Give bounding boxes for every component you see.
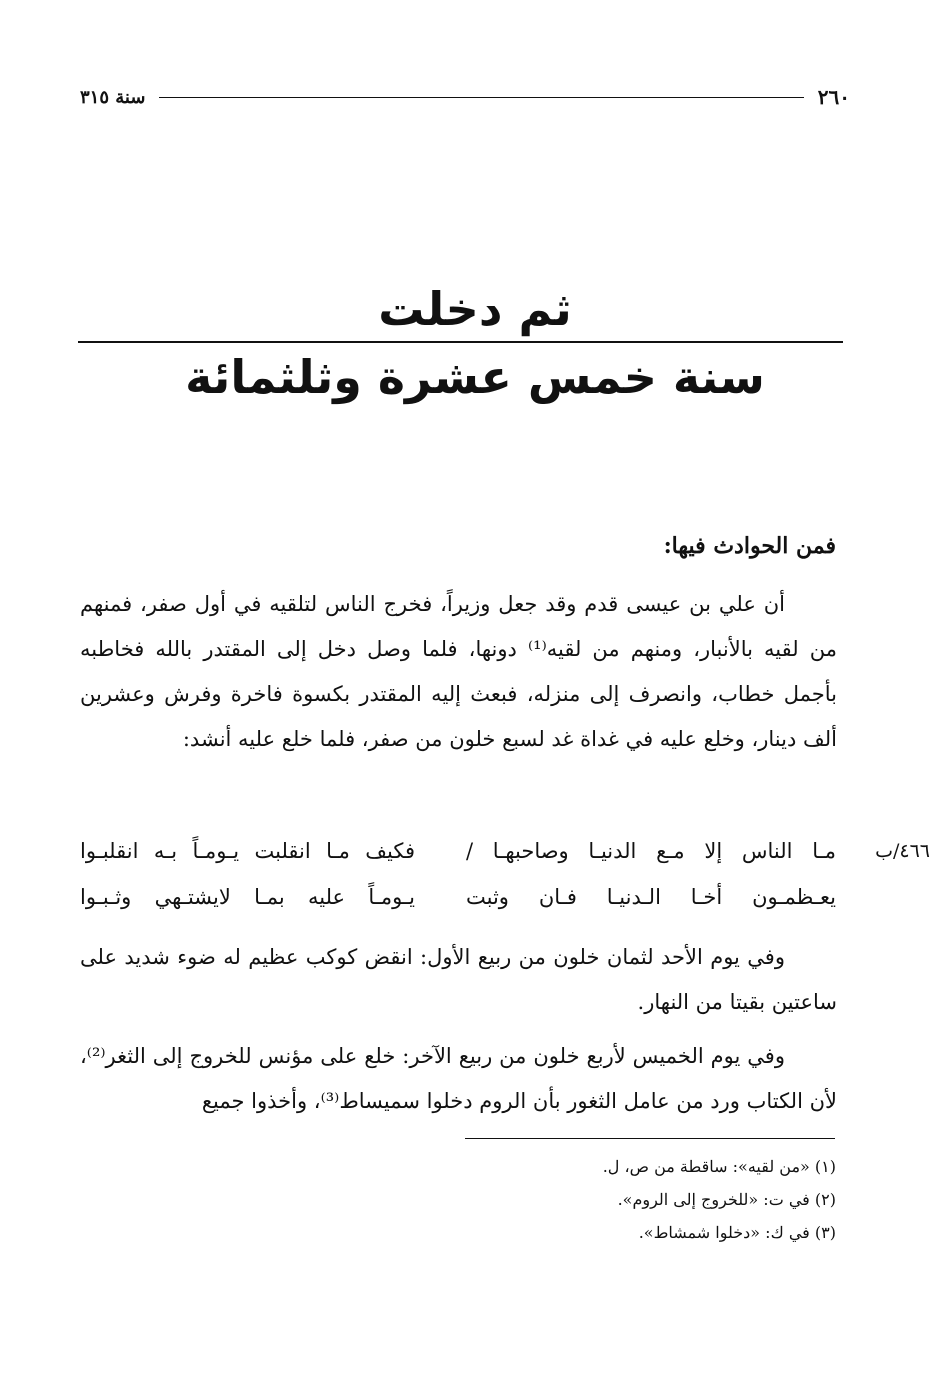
poem-hemistich: مـا الناس إلا مـع الدنيـا وصاحبهـا / <box>466 839 836 863</box>
poem <box>80 828 930 920</box>
paragraph-1-text: أن علي بن عيسى قدم وقد جعل وزيراً، فخرج الناس لتلقيه في أول صفر، فمنهم من لقيه بالأنبار، ومنهم من لقيه⁽¹⁾ دونها، فلما وصل دخل إلى المقتدر بالله فخاطبه بأجمل خطاب، وانصرف إلى منزله، فبعث إليه المقتدر بكسوة فاخرة وفرش وعشرين ألف دينار، وخلع عليه في غداة غد لسبع خلون من صفر، فلما خلع عليه أنشد: <box>80 592 837 751</box>
footnote-1: (١) «من لقيه»: ساقطة من ص، ل. <box>602 1157 836 1176</box>
section-heading: فمن الحوادث فيها: <box>663 533 836 559</box>
page-number: ٢٦٠ <box>817 85 850 109</box>
chapter-title-line1: ثم دخلت <box>378 282 572 336</box>
paragraph-3 <box>80 1034 837 1124</box>
poem-line-1 <box>80 828 930 874</box>
footnotes <box>436 1150 836 1249</box>
manuscript-folio-ref: ٤٦٦/ب <box>875 840 930 862</box>
paragraph-3-text: وفي يوم الخميس لأربع خلون من ربيع الآخر: خلع على مؤنس للخروج إلى الثغر⁽²⁾، لأن الكتاب ورد من عامل الثغور بأن الروم دخلوا سميساط⁽³⁾، وأخذوا جميع <box>80 1044 837 1113</box>
poem-line-2 <box>80 874 930 920</box>
footnote-2: (٢) في ت: «للخروج إلى الروم». <box>617 1190 836 1209</box>
footnote-rule <box>465 1138 835 1139</box>
chapter-title-line2: سنة خمس عشرة وثلثمائة <box>185 350 765 404</box>
poem-hemistich: فكيف مـا انقلبت يـومـاً بـه انقلبـوا <box>80 839 415 863</box>
running-title: سنة ٣١٥ <box>80 86 146 108</box>
poem-hemistich: يعـظمـون أخـا الـدنيـا فـان وثبت <box>466 885 836 909</box>
paragraph-2-text: وفي يوم الأحد لثمان خلون من ربيع الأول: انقض كوكب عظيم له ضوء شديد على ساعتين بقيتا من النهار. <box>80 945 837 1014</box>
title-rule <box>78 341 843 343</box>
paragraph-1 <box>80 582 837 762</box>
paragraph-2 <box>80 935 837 1025</box>
footnote-3: (٣) في ك: «دخلوا شمشاط». <box>638 1223 836 1242</box>
header-rule <box>159 97 803 98</box>
running-header <box>80 82 850 112</box>
poem-hemistich: يـومـاً عليه بمـا لايشتـهي وثـبـوا <box>80 885 415 909</box>
